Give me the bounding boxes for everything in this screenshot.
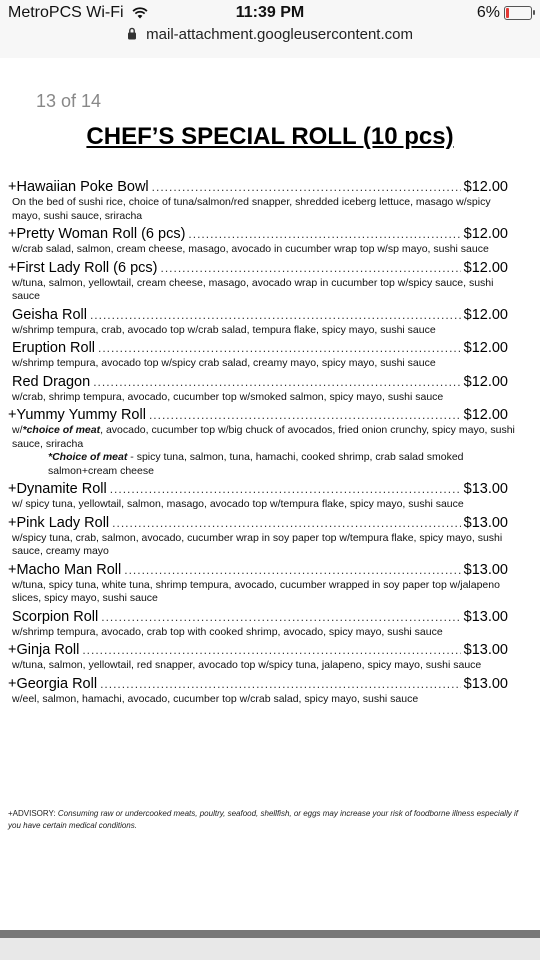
item-description: On the bed of sushi rice, choice of tuna/salmon/red snapper, shredded iceberg lettuce, masago w/spicy mayo, sushi sauce, sriracha (12, 196, 491, 222)
item-name: +Ginja Roll (8, 642, 80, 658)
url-bar[interactable] (0, 26, 540, 43)
item-price: $13.00 (463, 561, 508, 578)
menu-item (8, 406, 528, 478)
item-price: $12.00 (463, 373, 508, 390)
item-description: w/tuna, salmon, yellowtail, red snapper, avocado top w/spicy tuna, jalapeno, spicy mayo, sushi sauce (12, 659, 482, 671)
menu-item (8, 306, 528, 338)
wifi-icon (132, 7, 148, 19)
menu-item (8, 339, 528, 371)
item-price: $12.00 (463, 226, 508, 242)
menu-item (8, 561, 528, 606)
item-description: w/ spicy tuna, yellowtail, salmon, masago, avocado top w/tempura flake, spicy mayo, sushi sauce (12, 498, 464, 510)
item-description: w/tuna, salmon, yellowtail, cream cheese, masago, avocado wrap in cucumber top w/spicy sauce, sushi sauce (12, 276, 494, 302)
item-price: $13.00 (463, 642, 508, 658)
item-price: $12.00 (463, 407, 508, 423)
menu-item (8, 641, 528, 673)
item-name: Geisha Roll (12, 306, 87, 323)
menu-item (8, 480, 528, 512)
menu-item (8, 225, 528, 257)
menu-item (8, 514, 528, 559)
item-name: Eruption Roll (12, 340, 96, 356)
status-bar (8, 4, 532, 24)
item-price: $12.00 (463, 340, 508, 356)
item-price: $13.00 (463, 608, 508, 625)
item-description: w/tuna, spicy tuna, white tuna, shrimp tempura, avocado, cucumber wrapped in soy paper top w/jalapeno slices, spicy mayo, sushi sauce (12, 578, 500, 604)
url-text: mail-attachment.googleusercontent.com (146, 26, 413, 43)
item-description: w/crab salad, salmon, cream cheese, masago, avocado in cucumber wrap top w/sp mayo, sushi sauce (12, 243, 489, 255)
item-description: w/*choice of meat, avocado, cucumber top w/big chuck of avocados, fried onion crunchy, spicy mayo, sushi sauce, sriracha (12, 424, 515, 450)
item-description: w/eel, salmon, hamachi, avocado, cucumber top w/crab salad, spicy mayo, sushi sauce (12, 692, 419, 705)
menu-list (8, 178, 528, 708)
bottom-toolbar (0, 930, 540, 960)
item-description: w/spicy tuna, crab, salmon, avocado, cucumber wrap in soy paper top w/tempura flake, spicy mayo, sushi sauce, creamy mayo (12, 531, 503, 557)
item-price: $13.00 (463, 514, 508, 531)
carrier-label: MetroPCS Wi-Fi (8, 4, 148, 22)
menu-item (8, 608, 528, 640)
menu-item (8, 373, 528, 405)
item-description: w/shrimp tempura, avocado top w/spicy crab salad, creamy mayo, spicy mayo, sushi sauce (12, 357, 436, 369)
battery-percent: 6% (476, 4, 500, 21)
item-name: +Macho Man Roll (8, 561, 122, 578)
item-price: $12.00 (463, 259, 508, 276)
item-description: w/shrimp tempura, avocado, crab top with cooked shrimp, avocado, spicy mayo, sushi sauce (12, 625, 443, 638)
menu-item (8, 259, 528, 304)
item-name: +First Lady Roll (6 pcs) (8, 259, 158, 276)
battery-status (477, 4, 532, 22)
item-name: +Pretty Woman Roll (6 pcs) (8, 226, 186, 242)
item-description: w/shrimp tempura, crab, avocado top w/crab salad, tempura flake, spicy mayo, sushi sauce (12, 323, 436, 336)
choice-of-meat-emphasis: *choice of meat (22, 424, 101, 436)
item-price: $13.00 (463, 481, 508, 497)
lock-icon (127, 27, 137, 40)
item-name: Red Dragon (12, 373, 91, 390)
item-name: +Yummy Yummy Roll (8, 407, 146, 423)
item-price: $12.00 (463, 179, 508, 195)
browser-top-bar (0, 0, 540, 58)
food-advisory: +ADVISORY: Consuming raw or undercooked meats, poultry, seafood, shellfish, or eggs may increase your risk of foodborne illness especially if you have certain medical conditions. (8, 809, 518, 830)
choice-of-meat-note: *Choice of meat - spicy tuna, salmon, tuna, hamachi, cooked shrimp, crab salad smoked salmon+cream cheese (48, 451, 464, 477)
page-counter: 13 of 14 (36, 91, 102, 111)
item-price: $12.00 (463, 306, 508, 323)
menu-item (8, 675, 528, 707)
item-name: +Georgia Roll (8, 675, 98, 692)
document-page[interactable] (0, 58, 540, 930)
item-name: Scorpion Roll (12, 608, 99, 625)
clock: 11:39 PM (235, 4, 305, 21)
item-name: +Hawaiian Poke Bowl (8, 179, 149, 195)
item-name: +Pink Lady Roll (8, 514, 110, 531)
item-price: $13.00 (463, 675, 508, 692)
battery-icon (504, 6, 532, 20)
item-description: w/crab, shrimp tempura, avocado, cucumber top w/smoked salmon, spicy mayo, sushi sauce (12, 390, 444, 403)
page-title: CHEF’S SPECIAL ROLL (10 pcs) (86, 123, 454, 150)
item-name: +Dynamite Roll (8, 481, 107, 497)
menu-item (8, 178, 528, 223)
